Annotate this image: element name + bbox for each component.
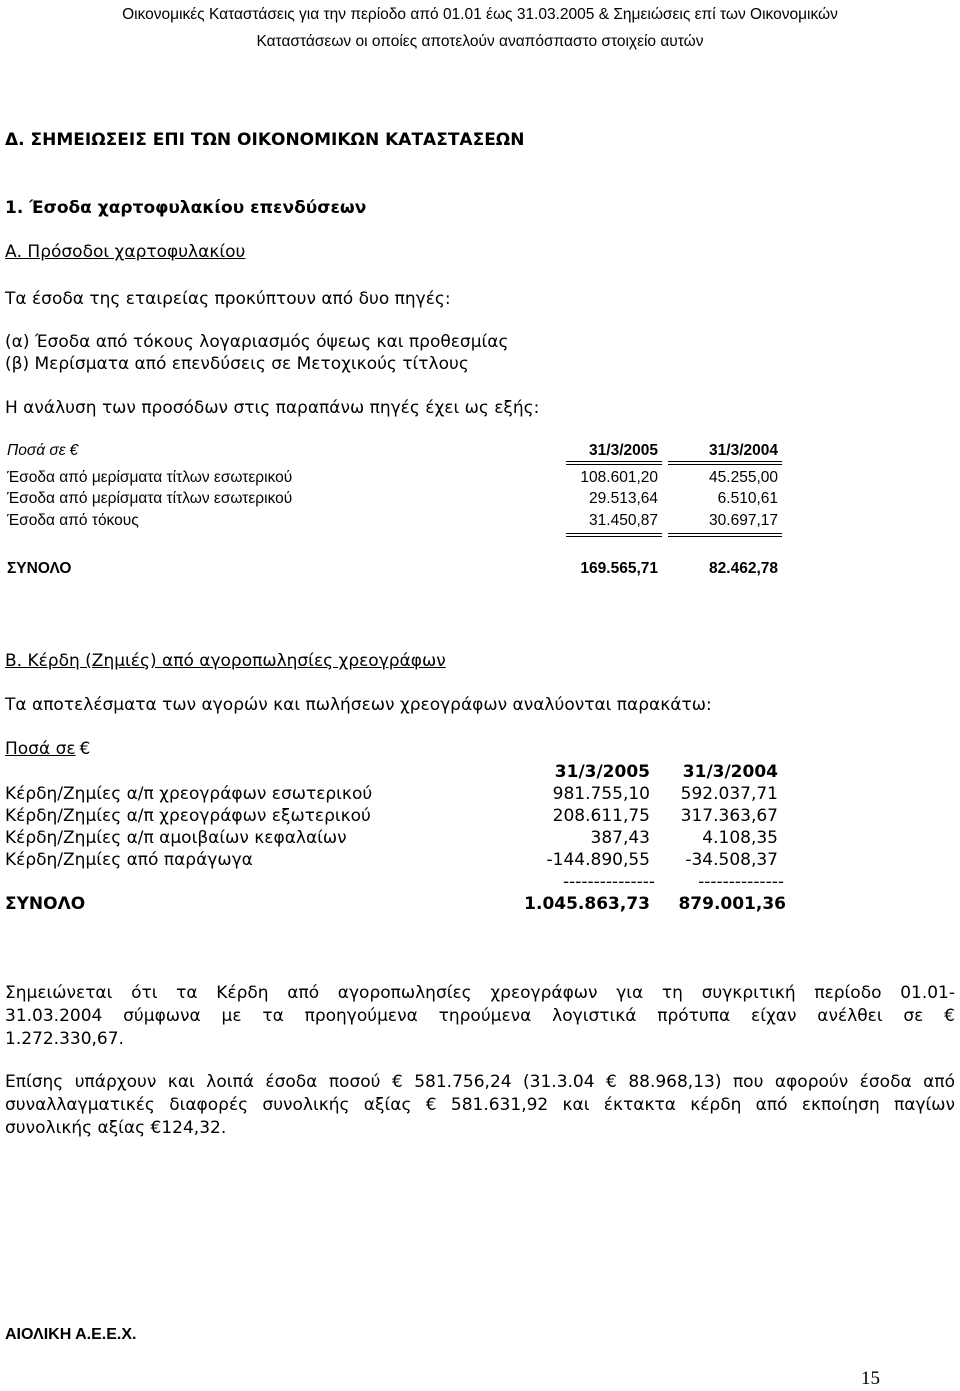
table-a-col-2004: 31/3/2004 [709, 442, 778, 459]
euro-icon: € [606, 1072, 617, 1092]
table-b-total-2004: 879.001,36 [678, 894, 786, 914]
table-a-subtotal-rule-1 [566, 533, 662, 537]
table-row-value-2004: -34.508,37 [685, 850, 778, 870]
table-a-total-2005: 169.565,71 [580, 560, 658, 577]
note-1-line-2-text: 31.03.2004 σύμφωνα με τα προηγούμενα τηρούμενα λογιστικά πρότυπα είχαν ανέλθει σε [5, 1006, 924, 1026]
table-a-total-label: ΣΥΝΟΛΟ [7, 560, 72, 577]
note-2-line-1 [5, 1071, 955, 1094]
note-1-title: 1. Έσοδα χαρτοφυλακίου επενδύσεων [5, 198, 367, 218]
note-2-text: 581.631,92 και έκτακτα κέρδη από εκποίηση παγίων [450, 1095, 956, 1115]
table-row-value-2005: 981.755,10 [552, 784, 650, 804]
part-b-intro: Τα αποτελέσματα των αγορών και πωλήσεων χρεογράφων αναλύονται παρακάτω: [5, 695, 712, 715]
note-paragraph-2 [5, 1071, 955, 1140]
table-row-label: Κέρδη/Ζημίες α/π χρεογράφων εσωτερικού [5, 784, 373, 804]
table-row-value-2005: 208.611,75 [552, 806, 650, 826]
table-b-dash-rule-2: -------------- [698, 872, 784, 892]
table-row-value-2005: 387,43 [590, 828, 650, 848]
table-row-label: Κέρδη/Ζημίες α/π χρεογράφων εξωτερικού [5, 806, 371, 826]
euro-icon: € [79, 739, 91, 759]
note-2-line-3 [5, 1117, 955, 1140]
table-b-dash-rule-1: --------------- [562, 872, 655, 892]
section-title: Δ. ΣΗΜΕΙΩΣΕΙΣ ΕΠΙ ΤΩΝ ΟΙΚΟΝΟΜΙΚΩΝ ΚΑΤΑΣΤΑΣΕΩΝ [5, 130, 525, 150]
footer-company: ΑΙΟΛΙΚΗ Α.Ε.Ε.Χ. [5, 1326, 137, 1343]
table-b-amount-label [5, 739, 90, 759]
euro-icon: € [150, 1118, 162, 1138]
amount-label: Ποσά σε [5, 739, 76, 759]
table-row-label: Κέρδη/Ζημίες από παράγωγα [5, 850, 253, 870]
table-b-total-2005: 1.045.863,73 [524, 894, 650, 914]
header-line-1: Οικονομικές Καταστάσεις για την περίοδο από 01.01 έως 31.03.2005 & Σημειώσεις επί των Οικονομικών [122, 6, 838, 23]
table-row-value-2005: 29.513,64 [589, 490, 658, 507]
note-2-text: Επίσης υπάρχουν και λοιπά έσοδα ποσού [5, 1072, 381, 1092]
source-a: (α) Έσοδα από τόκους λογαριασμός όψεως και προθεσμίας [5, 332, 509, 352]
source-b: (β) Μερίσματα από επενδύσεις σε Μετοχικούς τίτλους [5, 354, 469, 374]
table-row-label: Κέρδη/Ζημίες α/π αμοιβαίων κεφαλαίων [5, 828, 347, 848]
note-1-line-3: 1.272.330,67. [5, 1029, 124, 1049]
table-b-col-2004: 31/3/2004 [682, 762, 778, 782]
table-a-amount-label [7, 442, 78, 460]
table-row-value-2004: 317.363,67 [680, 806, 778, 826]
note-2-text: συναλλαγματικές διαφορές συνολικής αξίας [5, 1095, 412, 1115]
note-1-line-1: Σημειώνεται ότι τα Κέρδη από αγοροπωλησίες χρεογράφων για τη συγκριτική περίοδο 01.01- [5, 983, 955, 1003]
table-row-value-2004: 592.037,71 [680, 784, 778, 804]
table-row-label: Έσοδα από μερίσματα τίτλων εσωτερικού [7, 490, 293, 507]
table-a-total-2004: 82.462,78 [709, 560, 778, 577]
header-line-2: Καταστάσεων οι οποίες αποτελούν αναπόσπαστο στοιχείο αυτών [256, 33, 704, 50]
table-row-value-2004: 4.108,35 [702, 828, 778, 848]
table-row-value-2005: 31.450,87 [589, 512, 658, 529]
table-row-value-2004: 6.510,61 [717, 490, 778, 507]
euro-icon: € [944, 1006, 955, 1026]
page-number: 15 [861, 1368, 880, 1389]
note-2-text: συνολικής αξίας [5, 1118, 146, 1138]
amount-label: Ποσά σε [7, 442, 66, 459]
table-a-subtotal-rule-2 [668, 533, 782, 537]
table-row-label: Έσοδα από μερίσματα τίτλων εσωτερικού [7, 469, 293, 486]
table-row-value-2005: 108.601,20 [580, 469, 658, 486]
note-1-line-2 [5, 1005, 955, 1028]
analysis-text: Η ανάλυση των προσόδων στις παραπάνω πηγές έχει ως εξής: [5, 398, 540, 418]
note-2-text: 581.756,24 (31.3.04 [414, 1072, 595, 1092]
table-row-value-2005: -144.890,55 [546, 850, 650, 870]
euro-icon: € [391, 1072, 403, 1092]
euro-icon: € [425, 1095, 437, 1115]
table-b-col-2005: 31/3/2005 [554, 762, 650, 782]
table-a-header-rule-2 [668, 461, 782, 465]
note-paragraph-1 [5, 982, 955, 1051]
note-2-line-2 [5, 1094, 955, 1117]
table-row-value-2004: 30.697,17 [709, 512, 778, 529]
table-a-header-rule-1 [566, 461, 662, 465]
table-b-total-label: ΣΥΝΟΛΟ [5, 894, 86, 914]
note-2-text: 88.968,13) που αφορούν έσοδα από [628, 1072, 955, 1092]
table-row-label: Έσοδα από τόκους [7, 512, 139, 529]
part-a-title: Α. Πρόσοδοι χαρτοφυλακίου [5, 242, 246, 262]
note-2-text: 124,32. [161, 1118, 227, 1138]
euro-icon: € [69, 442, 79, 459]
table-row-value-2004: 45.255,00 [709, 469, 778, 486]
part-a-intro: Τα έσοδα της εταιρείας προκύπτουν από δυο πηγές: [5, 289, 451, 309]
table-a-col-2005: 31/3/2005 [589, 442, 658, 459]
part-b-title: Β. Κέρδη (Ζημιές) από αγοροπωλησίες χρεογράφων [5, 651, 446, 671]
